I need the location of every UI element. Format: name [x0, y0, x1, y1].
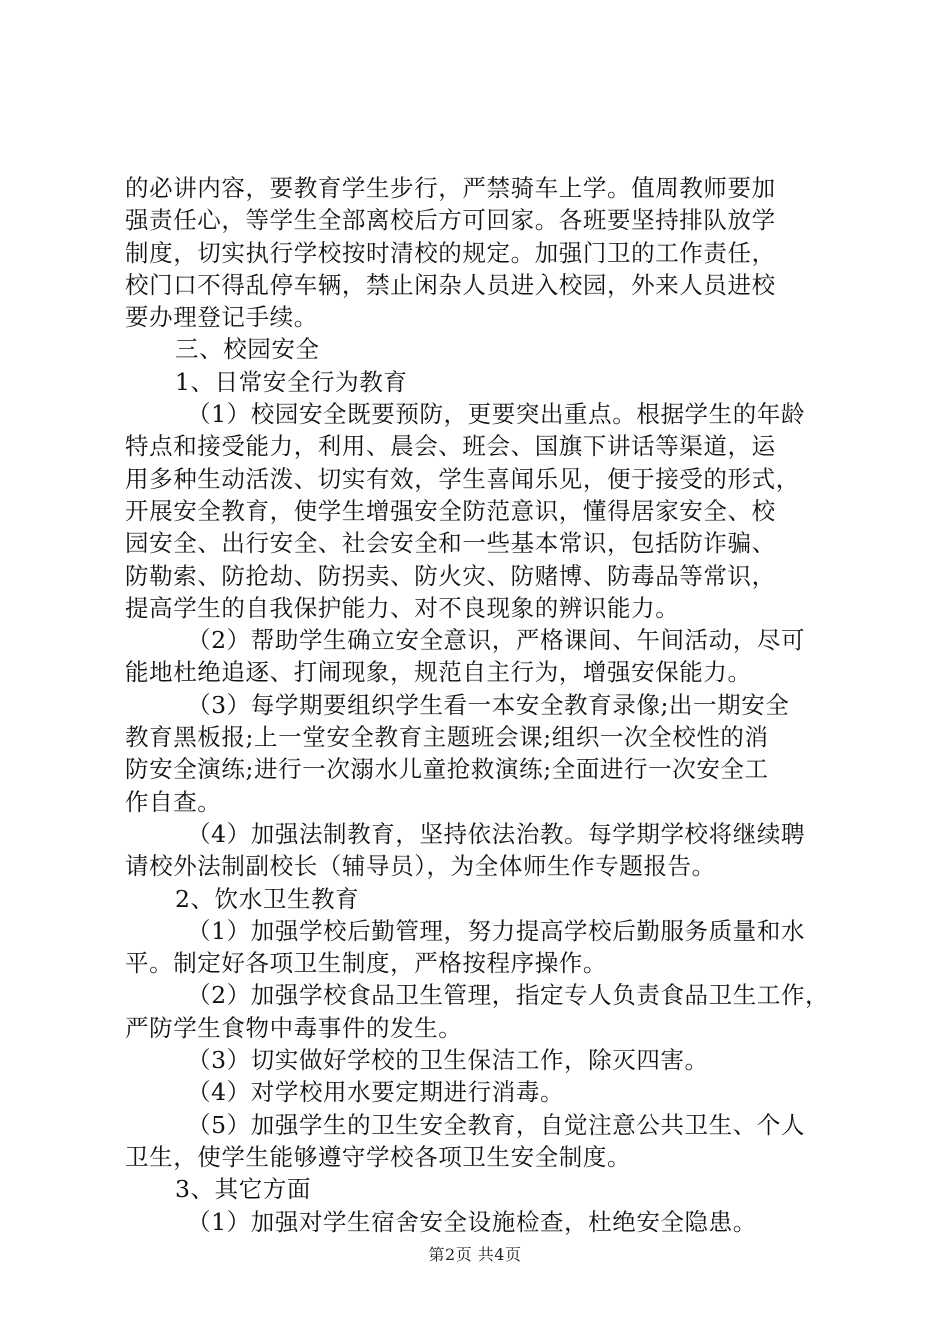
text-line: 教育黑板报;上一堂安全教育主题班会课;组织一次全校性的消: [125, 723, 769, 752]
document-body: [125, 172, 837, 1238]
text-line: 校门口不得乱停车辆，禁止闲杂人员进入校园，外来人员进校: [125, 270, 776, 299]
text-line: （1）加强学校后勤管理，努力提高学校后勤服务质量和水: [187, 916, 806, 945]
text-line: 作自查。: [125, 787, 222, 816]
text-line: 要办理登记手续。: [125, 303, 318, 332]
text-line: 2、饮水卫生教育: [175, 884, 360, 913]
text-line: 用多种生动活泼、切实有效，学生喜闻乐见，便于接受的形式，: [125, 464, 800, 493]
text-line: （1）加强对学生宿舍安全设施检查，杜绝安全隐患。: [187, 1207, 757, 1236]
text-line: 平。制定好各项卫生制度，严格按程序操作。: [125, 949, 607, 978]
text-line: 严防学生食物中毒事件的发生。: [125, 1013, 463, 1042]
text-line: （5）加强学生的卫生安全教育，自觉注意公共卫生、个人: [187, 1110, 806, 1139]
text-line: （3）每学期要组织学生看一本安全教育录像;出一期安全: [187, 690, 790, 719]
text-line: 三、校园安全: [175, 335, 320, 364]
text-line: 防勒索、防抢劫、防拐卖、防火灾、防赌博、防毒品等常识，: [125, 561, 776, 590]
text-line: （3）切实做好学校的卫生保洁工作，除灭四害。: [187, 1046, 709, 1075]
text-line: 强责任心，等学生全部离校后方可回家。各班要坚持排队放学: [125, 206, 776, 235]
page-footer: 第2页 共4页: [428, 1245, 522, 1264]
text-line: 1、日常安全行为教育: [175, 367, 408, 396]
text-line: 请校外法制副校长（辅导员），为全体师生作专题报告。: [125, 852, 716, 881]
text-line: 开展安全教育，使学生增强安全防范意识，懂得居家安全、校: [125, 496, 776, 525]
text-line: 园安全、出行安全、社会安全和一些基本常识，包括防诈骗、: [125, 529, 776, 558]
text-line: 防安全演练;进行一次溺水儿童抢救演练;全面进行一次安全工: [125, 755, 769, 784]
text-line: （4）对学校用水要定期进行消毒。: [187, 1078, 565, 1107]
text-line: 提高学生的自我保护能力、对不良现象的辨识能力。: [125, 593, 680, 622]
text-line: （1）校园安全既要预防，更要突出重点。根据学生的年龄: [187, 400, 806, 429]
text-line: 的必讲内容，要教育学生步行，严禁骑车上学。值周教师要加: [125, 174, 776, 202]
text-line: （2）加强学校食品卫生管理，指定专人负责食品卫生工作，: [187, 981, 830, 1010]
text-line: （4）加强法制教育，坚持依法治教。每学期学校将继续聘: [187, 819, 806, 848]
text-line: 3、其它方面: [175, 1175, 312, 1204]
text-line: 卫生，使学生能够遵守学校各项卫生安全制度。: [125, 1142, 632, 1171]
text-line: （2）帮助学生确立安全意识，严格课间、午间活动，尽可: [187, 626, 806, 655]
text-line: 特点和接受能力，利用、晨会、班会、国旗下讲话等渠道，运: [125, 432, 776, 461]
text-line: 能地杜绝追逐、打闹现象，规范自主行为，增强安保能力。: [125, 658, 752, 687]
text-line: 制度，切实执行学校按时清校的规定。加强门卫的工作责任，: [125, 238, 776, 267]
